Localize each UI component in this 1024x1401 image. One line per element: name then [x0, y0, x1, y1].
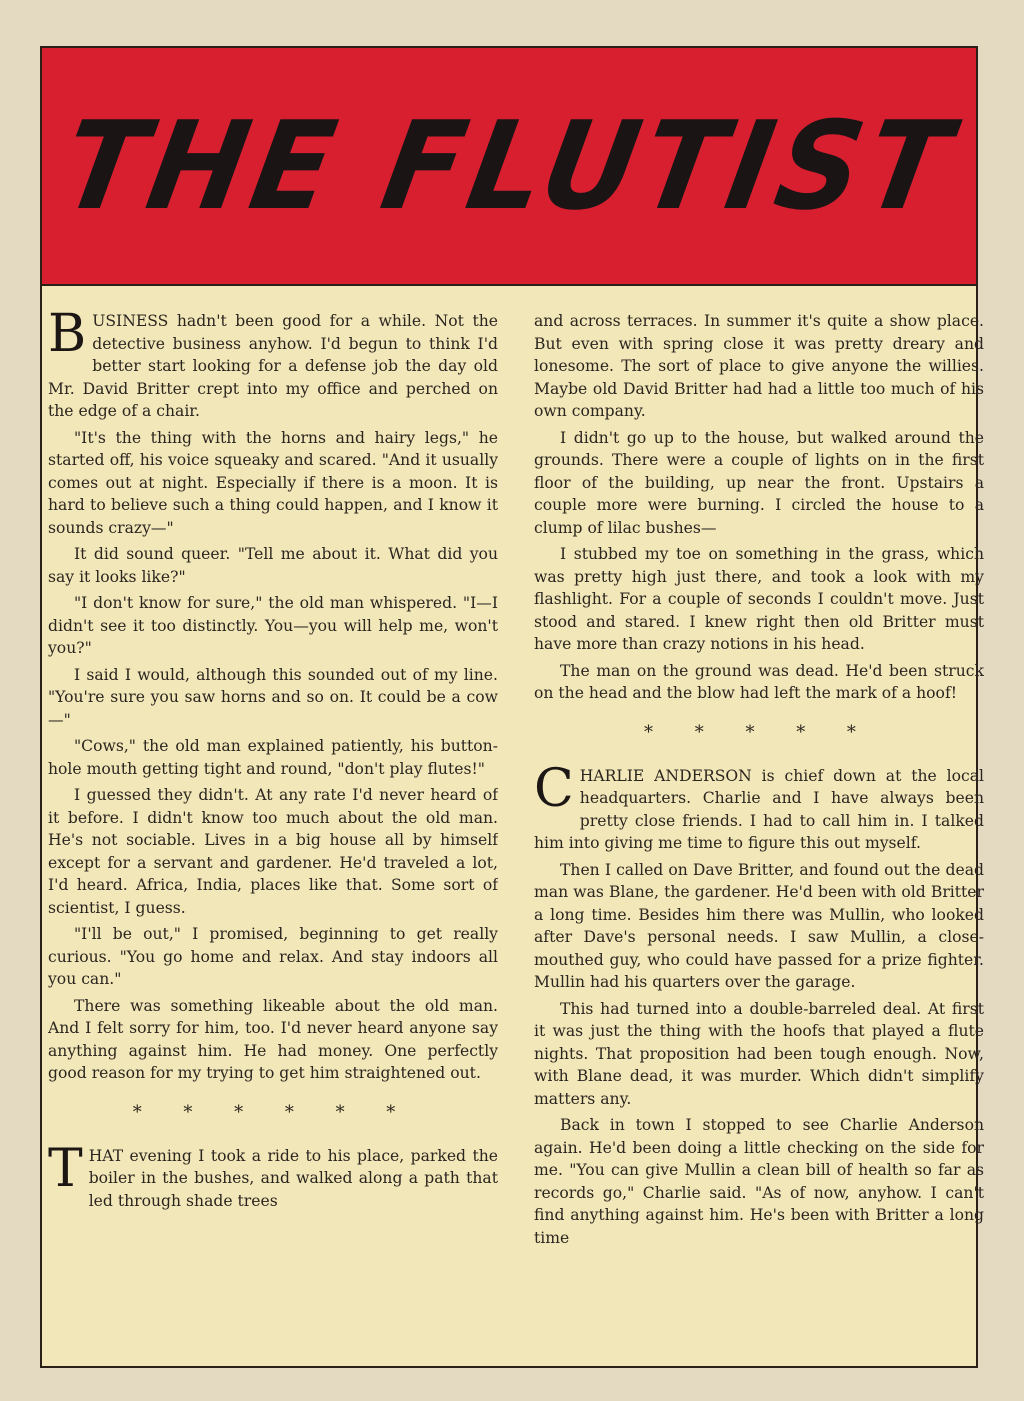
drop-cap: T — [48, 1138, 83, 1199]
paragraph: The man on the ground was dead. He'd been struck on the head and the blow had left the mark of a hoof! — [534, 661, 984, 702]
paragraph: "I'll be out," I promised, beginning to get really curious. "You go home and relax. And stay indoors all you can." — [48, 925, 498, 988]
paragraph: "It's the thing with the horns and hairy legs," he started off, his voice squeaky and scared. "And it usually comes out at night. Especially if there is a moon. It is hard to believe such a thing could happen, and I know it sounds crazy—" — [48, 428, 498, 537]
story-title: THE FLUTIST — [52, 95, 966, 237]
paragraph — [48, 310, 498, 423]
text-columns — [48, 310, 984, 1360]
paragraph-text: HARLIE ANDERSON is chief down at the local headquarters. Charlie and I have always been pretty close friends. I had to call him in. I talked him into giving me time to figure this out myself. — [534, 766, 984, 852]
paragraph — [534, 758, 984, 855]
paragraph: It did sound queer. "Tell me about it. What did you say it looks like?" — [48, 545, 498, 586]
drop-cap: B — [48, 310, 87, 364]
right-column — [534, 310, 984, 1360]
paragraph: Then I called on Dave Britter, and found out the dead man was Blane, the gardener. He'd been with old Britter a long time. Besides him there was Mullin, who looked after Dave's personal needs. I saw Mullin, a close-mouthed guy, who could have passed for a prize fighter. Mullin had his quarters over the garage. — [534, 860, 984, 991]
paragraph: and across terraces. In summer it's quite a show place. But even with spring close it was pretty dreary and lonesome. The sort of place to give anyone the willies. Maybe old David Britter had had a little too much of his own company. — [534, 312, 984, 420]
paragraph: "Cows," the old man explained patiently, his button-hole mouth getting tight and round, "don't play flutes!" — [48, 737, 498, 778]
paragraph: I stubbed my toe on something in the grass, which was pretty high just there, and took a look with my flashlight. For a couple of seconds I couldn't move. Just stood and stared. I knew right then old Britter must have more than crazy notions in his head. — [534, 545, 984, 653]
title-banner — [42, 48, 976, 286]
paragraph — [48, 1138, 498, 1213]
paragraph-text: USINESS hadn't been good for a while. Not the detective business anyhow. I'd begun to think I'd better start looking for a defense job the day old Mr. David Britter crept into my office and perched on the edge of a chair. — [48, 312, 498, 420]
paragraph: There was something likeable about the old man. And I felt sorry for him, too. I'd never heard anyone say anything against him. He had money. One perfectly good reason for my trying to get him straightened out. — [48, 996, 498, 1082]
left-column — [48, 310, 498, 1360]
drop-cap: C — [534, 758, 574, 819]
story-page — [40, 46, 984, 1368]
paragraph: This had turned into a double-barreled deal. At first it was just the thing with the hoofs that played a flute nights. That proposition had been tough enough. Now, with Blane dead, it was murder. Which didn't simplify matters any. — [534, 999, 984, 1108]
paragraph: I guessed they didn't. At any rate I'd never heard of it before. I didn't know too much about the old man. He's not sociable. Lives in a big house all by himself except for a servant and gardener. He'd traveled a lot, I'd heard. Africa, India, places like that. Some sort of scientist, I guess. — [48, 786, 498, 917]
paragraph: Back in town I stopped to see Charlie Anderson again. He'd been doing a little checking on the side for me. "You can give Mullin a clean bill of health so far as records go," Charlie said. "As of now, anyhow. I can't find anything against him. He's been with Britter a long time — [534, 1116, 984, 1247]
paragraph: I didn't go up to the house, but walked around the grounds. There were a couple of lights on in the first floor of the building, up near the front. Upstairs a couple more were burning. I circled the house to a clump of lilac bushes— — [534, 428, 984, 537]
section-separator: * * * * * * — [132, 1101, 414, 1123]
paragraph: I said I would, although this sounded out of my line. "You're sure you saw horns and so on. It could be a cow—" — [48, 665, 498, 729]
paragraph-text: HAT evening I took a ride to his place, parked the boiler in the bushes, and walked along a path that led through shade trees — [88, 1146, 498, 1210]
paragraph: "I don't know for sure," the old man whispered. "I—I didn't see it too distinctly. You—you will help me, won't you?" — [48, 594, 498, 657]
section-separator: * * * * * — [644, 721, 874, 743]
